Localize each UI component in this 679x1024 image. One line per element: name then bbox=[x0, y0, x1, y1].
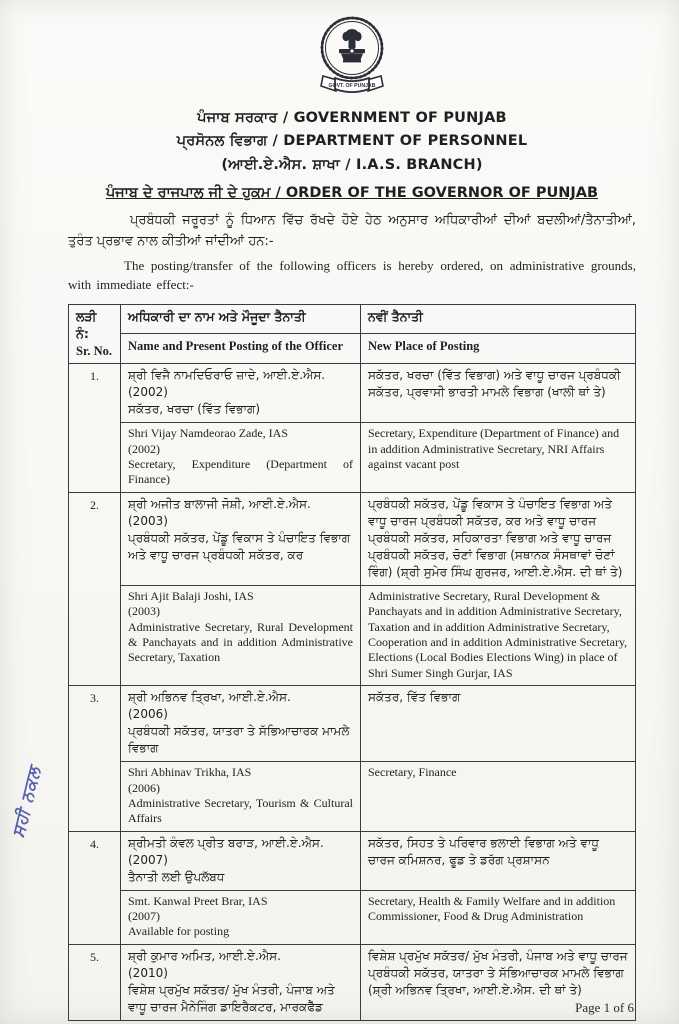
header-sr-english: Sr. No. bbox=[76, 344, 113, 359]
punjab-government-emblem-icon bbox=[313, 14, 391, 96]
officer-current-posting-english: Shri Abhinav Trikha, IAS (2006) Administrative Secretary, Tourism & Cultural Affairs bbox=[121, 762, 361, 831]
branch-title-line: (ਆਈ.ਏ.ਐਸ. ਸ਼ਾਖਾ / I.A.S. BRANCH) bbox=[221, 156, 483, 173]
intro-paragraph-punjabi: ਪ੍ਰਬੰਧਕੀ ਜਰੂਰਤਾਂ ਨੂੰ ਧਿਆਨ ਵਿੱਚ ਰੱਖਦੇ ਹੋਏ ਹੇਠ ਅਨੁਸਾਰ ਅਧਿਕਾਰੀਆਂ ਦੀਆਂ ਬਦਲੀਆਂ/ਤੈਨਾਤੀਆਂ, ਤੁਰੰਤ ਪ੍ਰਭਾਵ ਨਾਲ ਕੀਤੀਆਂ ਜਾਂਦੀਆਂ ਹਨ:- bbox=[68, 213, 636, 249]
new-posting-english: Secretary, Expenditure (Department of Finance) and in addition Administrative Secretary, NRI Affairs against vacant post bbox=[361, 423, 636, 492]
header-new-posting-english: New Place of Posting bbox=[368, 339, 480, 354]
table-row bbox=[69, 492, 636, 585]
sr-number: 3. bbox=[69, 686, 121, 832]
table-row-english bbox=[69, 762, 636, 831]
header-cell-sr bbox=[69, 304, 121, 364]
new-posting-english: Secretary, Health & Family Welfare and in addition Commissioner, Food & Drug Administration bbox=[361, 890, 636, 944]
new-posting-english: Administrative Secretary, Rural Development & Panchayats and in addition Administrative Secretary, Taxation and in addition Administrative Secretary, Cooperation and in addition Administrative Secretary, Elections (Local Bodies Elections Wing) in place of Shri Sumer Singh Gurjar, IAS bbox=[361, 585, 636, 685]
sr-number: 4. bbox=[69, 831, 121, 944]
table-row bbox=[69, 944, 636, 1020]
table-row-english bbox=[69, 890, 636, 944]
table-row bbox=[69, 364, 636, 423]
table-row bbox=[69, 831, 636, 890]
officer-current-posting-english: Shri Vijay Namdeorao Zade, IAS (2002) Secretary, Expenditure (Department of Finance) bbox=[121, 423, 361, 492]
officer-current-posting-english: Shri Ajit Balaji Joshi, IAS (2003) Administrative Secretary, Rural Development & Panchayats and in addition Administrative Secretary, Taxation bbox=[121, 585, 361, 685]
table-header-row-punjabi bbox=[69, 304, 636, 334]
officer-current-posting-punjabi: ਸ਼੍ਰੀਮਤੀ ਕੰਵਲ ਪ੍ਰੀਤ ਬਰਾੜ, ਆਈ.ਏ.ਐਸ. (2007) ਤੈਨਾਤੀ ਲਈ ਉਪਲੱਬਧ bbox=[121, 831, 361, 890]
header-officer-punjabi: ਅਧਿਕਾਰੀ ਦਾ ਨਾਮ ਅਤੇ ਮੌਜੂਦਾ ਤੈਨਾਤੀ bbox=[128, 308, 306, 324]
new-posting-punjabi: ਸਕੱਤਰ, ਖਰਚਾ (ਵਿੱਤ ਵਿਭਾਗ) ਅਤੇ ਵਾਧੂ ਚਾਰਜ ਪ੍ਰਬੰਧਕੀ ਸਕੱਤਰ, ਪ੍ਰਵਾਸੀ ਭਾਰਤੀ ਮਾਮਲੇ ਵਿਭਾਗ (ਖਾਲੀ ਥਾਂ ਤੇ) bbox=[361, 364, 636, 423]
emblem-wrap bbox=[68, 14, 636, 101]
header-officer-english: Name and Present Posting of the Officer bbox=[128, 339, 344, 354]
govt-title-line: ਪੰਜਾਬ ਸਰਕਾਰ / GOVERNMENT OF PUNJAB bbox=[197, 110, 507, 126]
handwritten-note: ਸਹੀ ਨਕਲ bbox=[8, 764, 46, 840]
table-row-english bbox=[69, 423, 636, 492]
new-posting-punjabi: ਪ੍ਰਬੰਧਕੀ ਸਕੱਤਰ, ਪੇਂਡੂ ਵਿਕਾਸ ਤੇ ਪੰਚਾਇਤ ਵਿਭਾਗ ਅਤੇ ਵਾਧੂ ਚਾਰਜ ਪ੍ਰਬੰਧਕੀ ਸਕੱਤਰ, ਕਰ ਅਤੇ ਵਾਧੂ ਚਾਰਜ ਪ੍ਰਬੰਧਕੀ ਸਕੱਤਰ, ਸਹਿਕਾਰਤਾ ਵਿਭਾਗ ਅਤੇ ਵਾਧੂ ਚਾਰਜ ਪ੍ਰਬੰਧਕੀ ਸਕੱਤਰ, ਚੋਣਾਂ ਵਿਭਾਗ (ਸਥਾਨਕ ਸੰਸਥਾਵਾਂ ਚੋਣਾਂ ਵਿੰਗ) (ਸ਼੍ਰੀ ਸੁਮੇਰ ਸਿੰਘ ਗੁਰਜਰ, ਆਈ.ਏ.ਐਸ. ਦੀ ਥਾਂ ਤੇ) bbox=[361, 492, 636, 585]
officer-current-posting-punjabi: ਸ਼੍ਰੀ ਕੁਮਾਰ ਅਮਿਤ, ਆਈ.ਏ.ਐਸ. (2010) ਵਿਸ਼ੇਸ਼ ਪ੍ਰਮੁੱਖ ਸਕੱਤਰ/ ਮੁੱਖ ਮੰਤਰੀ, ਪੰਜਾਬ ਅਤੇ ਵਾਧੂ ਚਾਰਜ ਮੈਨੇਜਿੰਗ ਡਾਇਰੈਕਟਰ, ਮਾਰਕਫੈੱਡ bbox=[121, 944, 361, 1020]
intro-section bbox=[68, 211, 636, 294]
order-title: ਪੰਜਾਬ ਦੇ ਰਾਜਪਾਲ ਜੀ ਦੇ ਹੁਕਮ / ORDER OF THE GOVERNOR OF PUNJAB bbox=[105, 185, 599, 202]
officer-current-posting-punjabi: ਸ਼੍ਰੀ ਵਿਜੈ ਨਾਮਦਿਓਰਾਓ ਜ਼ਾਦੇ, ਆਈ.ਏ.ਐਸ. (2002) ਸਕੱਤਰ, ਖਰਚਾ (ਵਿੱਤ ਵਿਭਾਗ) bbox=[121, 364, 361, 423]
emblem-banner-text: GOVT. OF PUNJAB bbox=[328, 83, 376, 89]
officer-current-posting-english: Smt. Kanwal Preet Brar, IAS (2007) Available for posting bbox=[121, 890, 361, 944]
department-title-line: ਪ੍ਰਸੋਨਲ ਵਿਭਾਗ / DEPARTMENT OF PERSONNEL bbox=[176, 133, 528, 150]
sr-number: 1. bbox=[69, 364, 121, 493]
sr-number: 5. bbox=[69, 944, 121, 1020]
letterhead bbox=[68, 107, 636, 177]
header-new-posting-punjabi: ਨਵੀਂ ਤੈਨਾਤੀ bbox=[368, 308, 423, 324]
table-row bbox=[69, 686, 636, 762]
page-number: Page 1 of 6 bbox=[575, 1000, 634, 1015]
new-posting-english: Secretary, Finance bbox=[361, 762, 636, 831]
new-posting-punjabi: ਸਕੱਤਰ, ਵਿੱਤ ਵਿਭਾਗ bbox=[361, 686, 636, 762]
new-posting-punjabi: ਸਕੱਤਰ, ਸਿਹਤ ਤੇ ਪਰਿਵਾਰ ਭਲਾਈ ਵਿਭਾਗ ਅਤੇ ਵਾਧੂ ਚਾਰਜ ਕਮਿਸ਼ਨਰ, ਫੂਡ ਤੇ ਡਰੱਗ ਪ੍ਰਸ਼ਾਸਨ bbox=[361, 831, 636, 890]
header-sr-punjabi: ਲੜੀ ਨੰ: bbox=[76, 308, 97, 342]
intro-paragraph-english: The posting/transfer of the following officers is hereby ordered, on administrative grounds, with immediate effect:- bbox=[68, 257, 636, 293]
officer-current-posting-punjabi: ਸ਼੍ਰੀ ਅਭਿਨਵ ਤ੍ਰਿਖਾ, ਆਈ.ਏ.ਐਸ. (2006) ਪ੍ਰਬੰਧਕੀ ਸਕੱਤਰ, ਯਾਤਰਾ ਤੇ ਸੱਭਿਆਚਾਰਕ ਮਾਮਲੇ ਵਿਭਾਗ bbox=[121, 686, 361, 762]
officer-current-posting-punjabi: ਸ਼੍ਰੀ ਅਜੀਤ ਬਾਲਾਜੀ ਜੋਸ਼ੀ, ਆਈ.ਏ.ਐਸ. (2003) ਪ੍ਰਬੰਧਕੀ ਸਕੱਤਰ, ਪੇਂਡੂ ਵਿਕਾਸ ਤੇ ਪੰਚਾਇਤ ਵਿਭਾਗ ਅਤੇ ਵਾਧੂ ਚਾਰਜ ਪ੍ਰਬੰਧਕੀ ਸਕੱਤਰ, ਕਰ bbox=[121, 492, 361, 585]
transfer-order-table bbox=[68, 304, 636, 1021]
table-row-english bbox=[69, 585, 636, 685]
table-header-row-english bbox=[69, 334, 636, 364]
new-posting-punjabi: ਵਿਸ਼ੇਸ਼ ਪ੍ਰਮੁੱਖ ਸਕੱਤਰ/ ਮੁੱਖ ਮੰਤਰੀ, ਪੰਜਾਬ ਅਤੇ ਵਾਧੂ ਚਾਰਜ ਪ੍ਰਬੰਧਕੀ ਸਕੱਤਰ, ਯਾਤਰਾ ਤੇ ਸੱਭਿਆਚਾਰਕ ਮਾਮਲੇ ਵਿਭਾਗ (ਸ਼੍ਰੀ ਅਭਿਨਵ ਤ੍ਰਿਖਾ, ਆਈ.ਏ.ਐਸ. ਦੀ ਥਾਂ ਤੇ) bbox=[361, 944, 636, 1020]
sr-number: 2. bbox=[69, 492, 121, 685]
